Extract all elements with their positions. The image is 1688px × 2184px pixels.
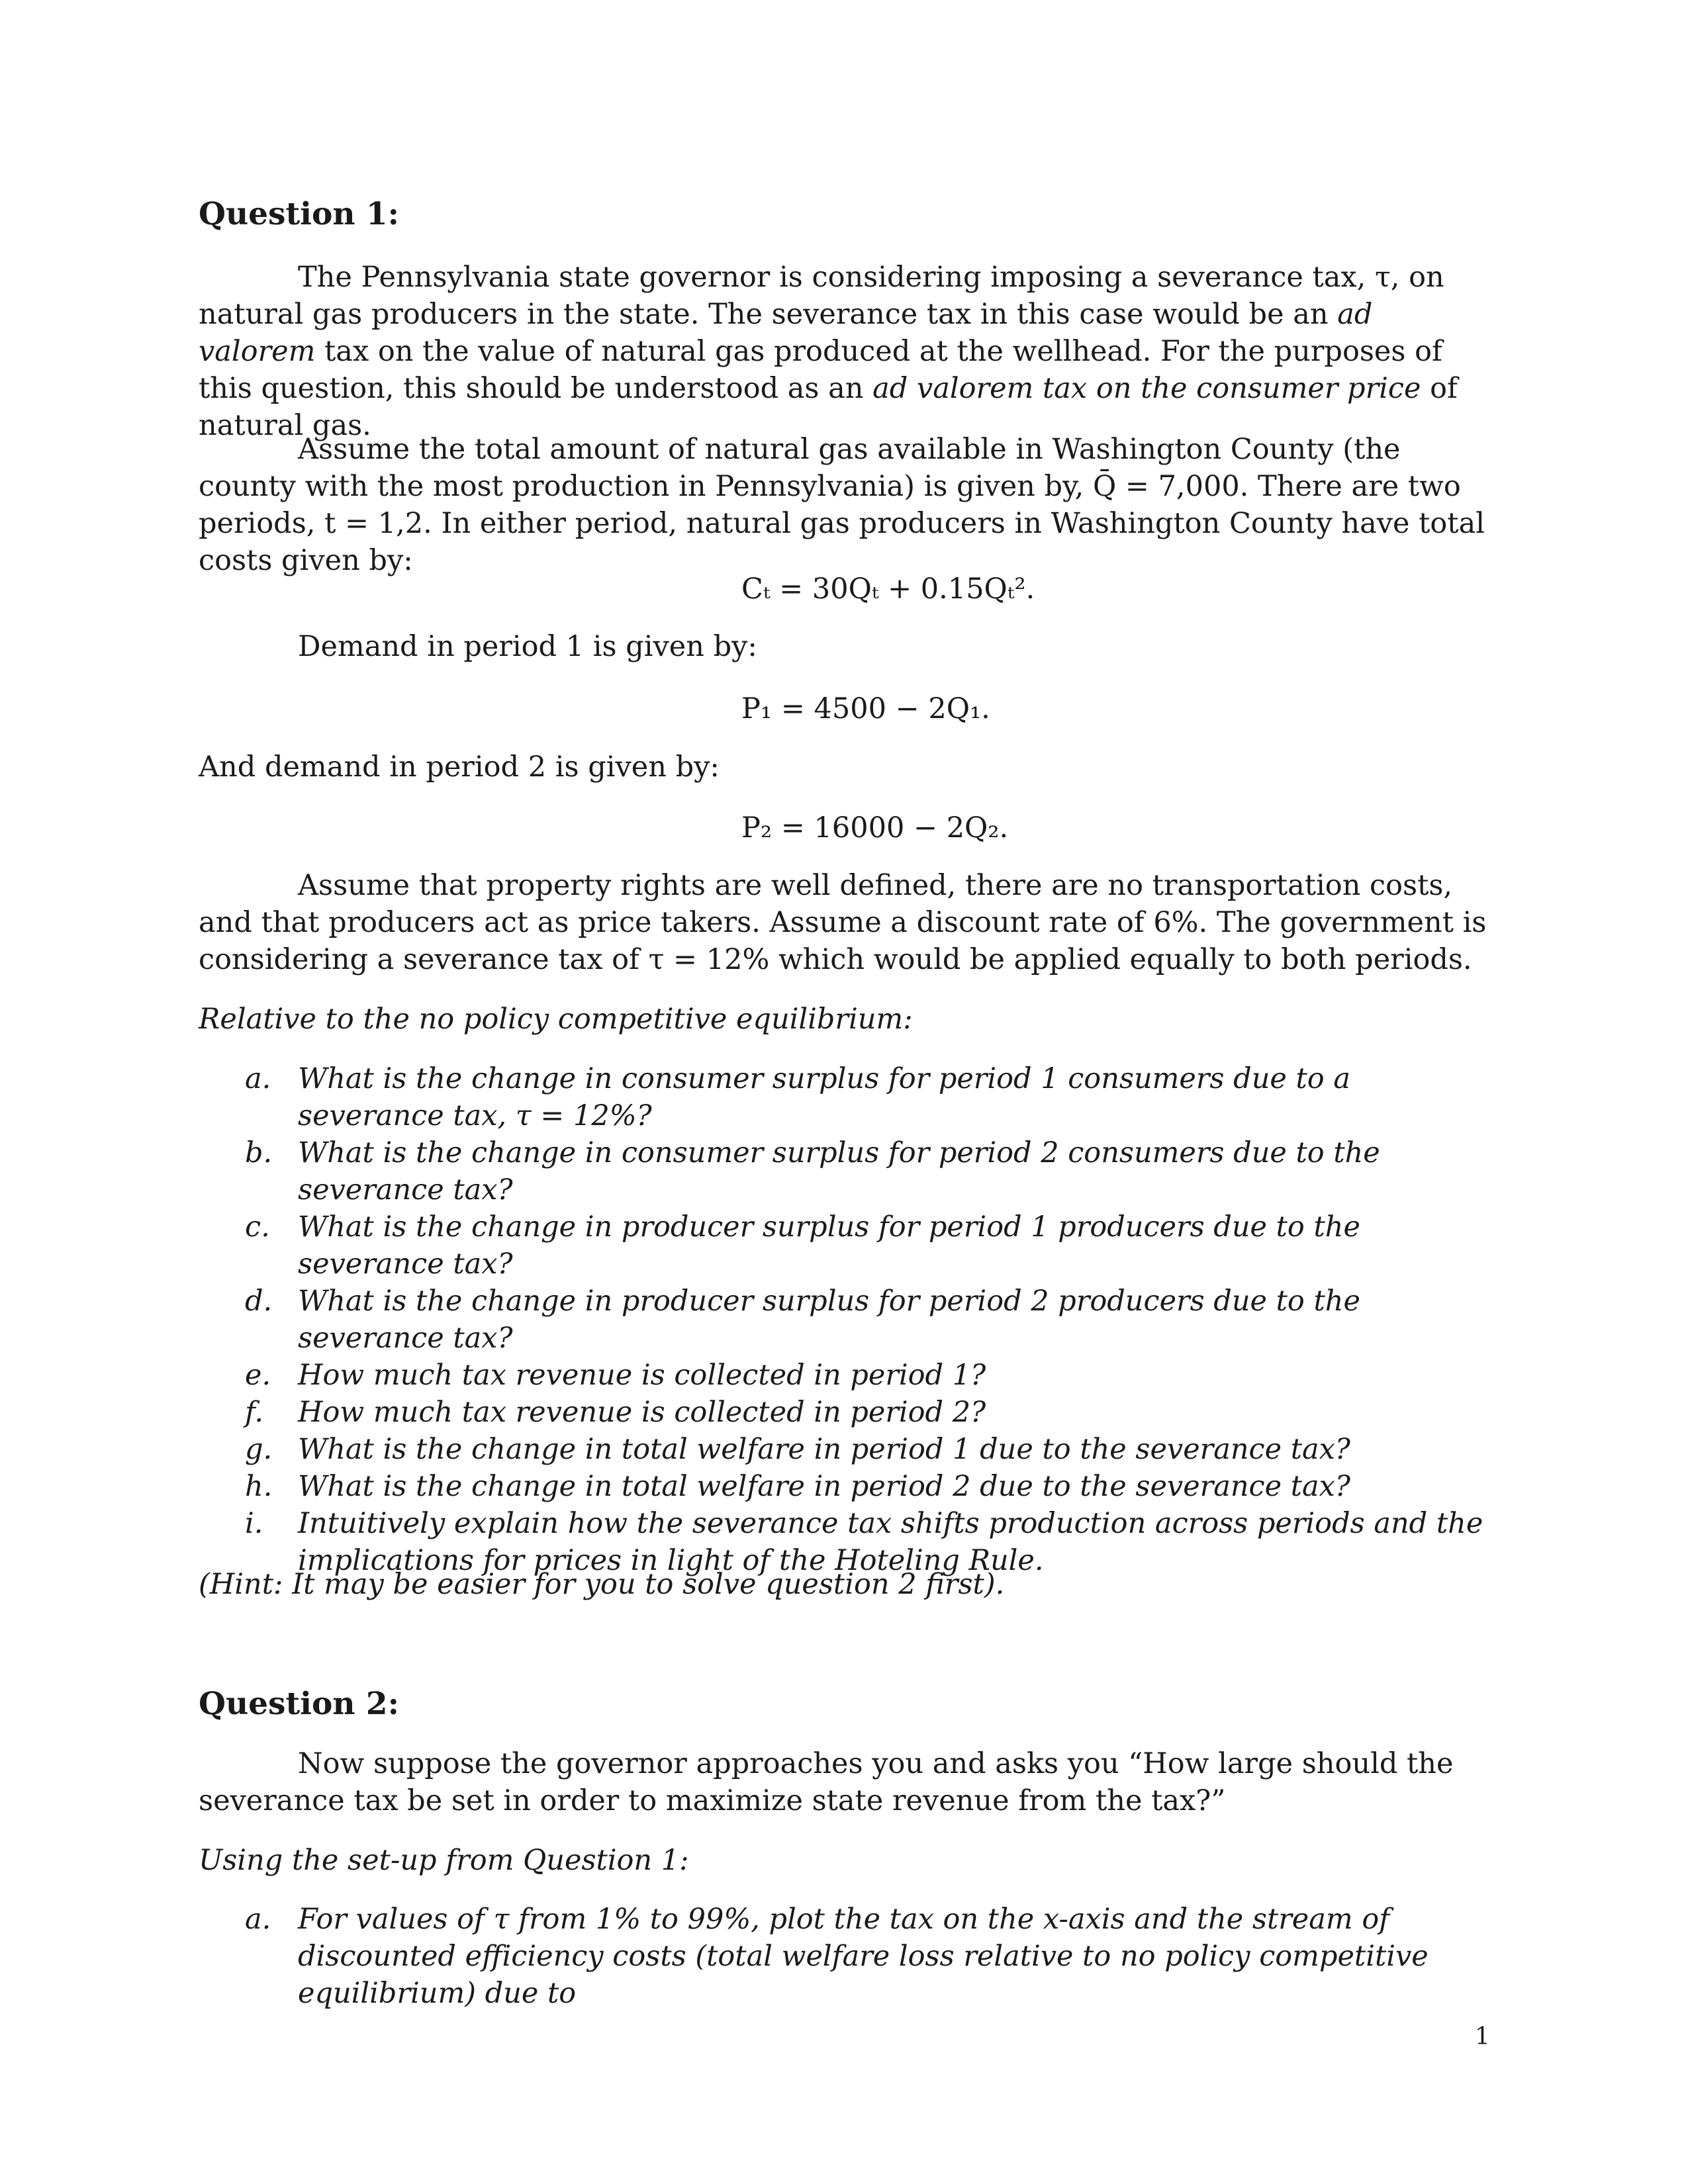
list-item: g. What is the change in total welfare in period 1 due to the severance tax? <box>245 1433 1350 1466</box>
page-number: 1 <box>1475 2023 1490 2050</box>
list-item: i. Intuitively explain how the severance tax shifts production across periods and the implications for prices in light of the Hoteling Rule. <box>245 1507 1483 1577</box>
list-item: c. What is the change in producer surplus for period 1 producers due to the severance tax? <box>245 1210 1360 1281</box>
demand2-label: And demand in period 2 is given by: <box>199 751 720 784</box>
q1-paragraph-assumptions: Assume that property rights are well defined, there are no transportation costs, and that producers act as price takers. Assume a discount rate of 6%. The government is considering a severance tax of τ = 12% which would be applied equally to both periods. <box>199 869 1487 976</box>
demand1-equation: P₁ = 4500 − 2Q₁. <box>741 692 990 725</box>
q1-paragraph-setup: Assume the total amount of natural gas available in Washington County (the county with the most production in Pennsylvania) is given by, Q̄ = 7,000. There are two periods, t = 1,2. In either period, natural gas producers in Washington County have total costs given by: <box>199 433 1485 577</box>
list-item: e. How much tax revenue is collected in period 1? <box>245 1359 986 1392</box>
q1-subquestion-list <box>199 1060 1489 1579</box>
list-item: a. For values of τ from 1% to 99%, plot the tax on the x-axis and the stream of discounted efficiency costs (total welfare loss relative to no policy competitive equilibrium) due to <box>245 1903 1429 2010</box>
list-item: b. What is the change in consumer surplus for period 2 consumers due to the severance tax? <box>245 1136 1380 1206</box>
list-item: d. What is the change in producer surplus for period 2 producers due to the severance tax? <box>245 1285 1360 1355</box>
q1-paragraph-intro: The Pennsylvania state governor is considering imposing a severance tax, τ, on natural gas producers in the state. The severance tax in this case would be an ad valorem tax on the value of natural gas produced at the wellhead. For the purposes of this question, this should be understood as an ad valorem tax on the consumer price of natural gas. <box>199 261 1458 442</box>
q2-subquestion-list <box>199 1901 1489 2012</box>
list-item: a. What is the change in consumer surplus for period 1 consumers due to a severance tax, τ = 12%? <box>245 1062 1350 1132</box>
question2-heading: Question 2: <box>199 1686 399 1722</box>
question1-heading: Question 1: <box>199 196 399 232</box>
demand2-equation: P₂ = 16000 − 2Q₂. <box>741 811 1009 844</box>
list-item: f. How much tax revenue is collected in period 2? <box>245 1396 986 1429</box>
cost-equation: Cₜ = 30Qₜ + 0.15Qₜ². <box>741 572 1035 606</box>
q1-relative-label: Relative to the no policy competitive equilibrium: <box>199 1003 913 1036</box>
q2-setup-label: Using the set-up from Question 1: <box>199 1844 689 1877</box>
q2-paragraph-intro: Now suppose the governor approaches you and asks you “How large should the severance tax be set in order to maximize state revenue from the tax?” <box>199 1747 1454 1817</box>
demand1-label: Demand in period 1 is given by: <box>298 630 757 663</box>
q1-hint: (Hint: It may be easier for you to solve question 2 first). <box>199 1568 1005 1601</box>
list-item: h. What is the change in total welfare in period 2 due to the severance tax? <box>245 1470 1350 1503</box>
